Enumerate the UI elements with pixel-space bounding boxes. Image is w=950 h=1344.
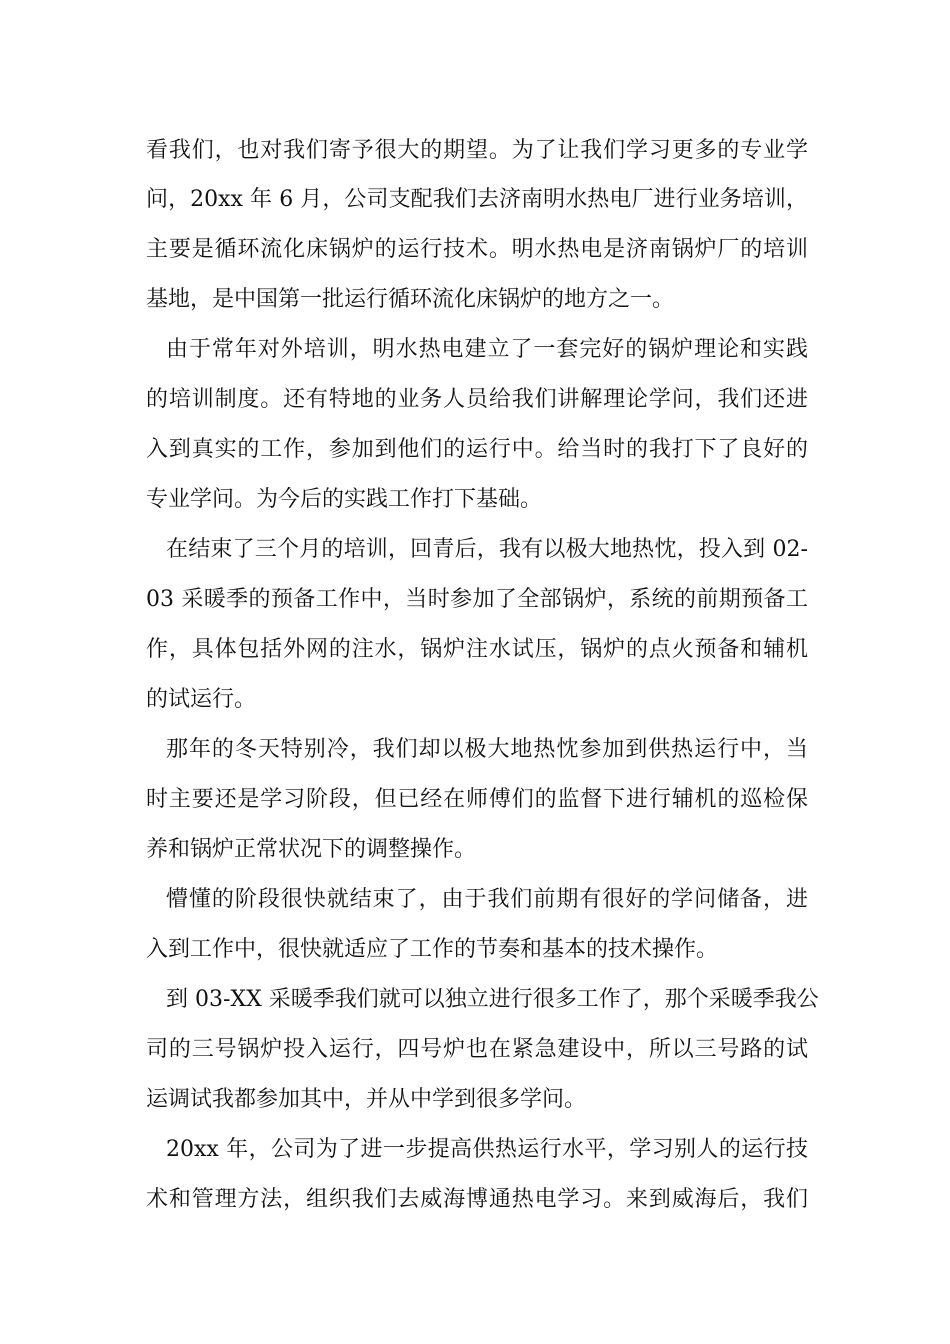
paragraph-first-line: 那年的冬天特别冷，我们却以极大地热忱参加到供热运行中，当	[166, 737, 808, 762]
text-line: 的培训制度。还有特地的业务人员给我们讲解理论学问，我们还进	[146, 387, 808, 412]
text-line: 入到真实的工作，参加到他们的运行中。给当时的我打下了良好的	[146, 437, 808, 462]
text-line: 作，具体包括外网的注水，锅炉注水试压，锅炉的点火预备和辅机	[146, 637, 808, 662]
paragraph-first-line: 由于常年对外培训，明水热电建立了一套完好的锅炉理论和实践	[166, 337, 808, 362]
paragraph-first-line: 在结束了三个月的培训，回青后，我有以极大地热忱，投入到 02-	[166, 537, 808, 562]
text-line: 运调试我都参加其中，并从中学到很多学问。	[146, 1087, 587, 1112]
text-line: 看我们，也对我们寄予很大的期望。为了让我们学习更多的专业学	[146, 138, 808, 163]
text-line: 主要是循环流化床锅炉的运行技术。明水热电是济南锅炉厂的培训	[146, 237, 808, 262]
text-line: 基地，是中国第一批运行循环流化床锅炉的地方之一。	[146, 287, 675, 312]
paragraph-first-line: 懵懂的阶段很快就结束了，由于我们前期有很好的学问储备，进	[166, 887, 808, 912]
text-line: 问，20xx 年 6 月，公司支配我们去济南明水热电厂进行业务培训，	[146, 187, 808, 212]
text-line: 的试运行。	[146, 687, 257, 712]
text-line: 养和锅炉正常状况下的调整操作。	[146, 837, 477, 862]
text-line: 术和管理方法，组织我们去威海博通热电学习。来到威海后，我们	[146, 1187, 808, 1212]
text-line: 专业学问。为今后的实践工作打下基础。	[146, 487, 543, 512]
text-line: 时主要还是学习阶段，但已经在师傅们的监督下进行辅机的巡检保	[146, 787, 808, 812]
text-line: 03 采暖季的预备工作中，当时参加了全部锅炉，系统的前期预备工	[146, 587, 808, 612]
paragraph-first-line: 到 03-XX 采暖季我们就可以独立进行很多工作了，那个采暖季我公	[166, 987, 819, 1012]
paragraph-first-line: 20xx 年，公司为了进一步提高供热运行水平，学习别人的运行技	[166, 1137, 808, 1162]
text-line: 入到工作中，很快就适应了工作的节奏和基本的技术操作。	[146, 937, 719, 962]
text-line: 司的三号锅炉投入运行，四号炉也在紧急建设中，所以三号路的试	[146, 1037, 808, 1062]
